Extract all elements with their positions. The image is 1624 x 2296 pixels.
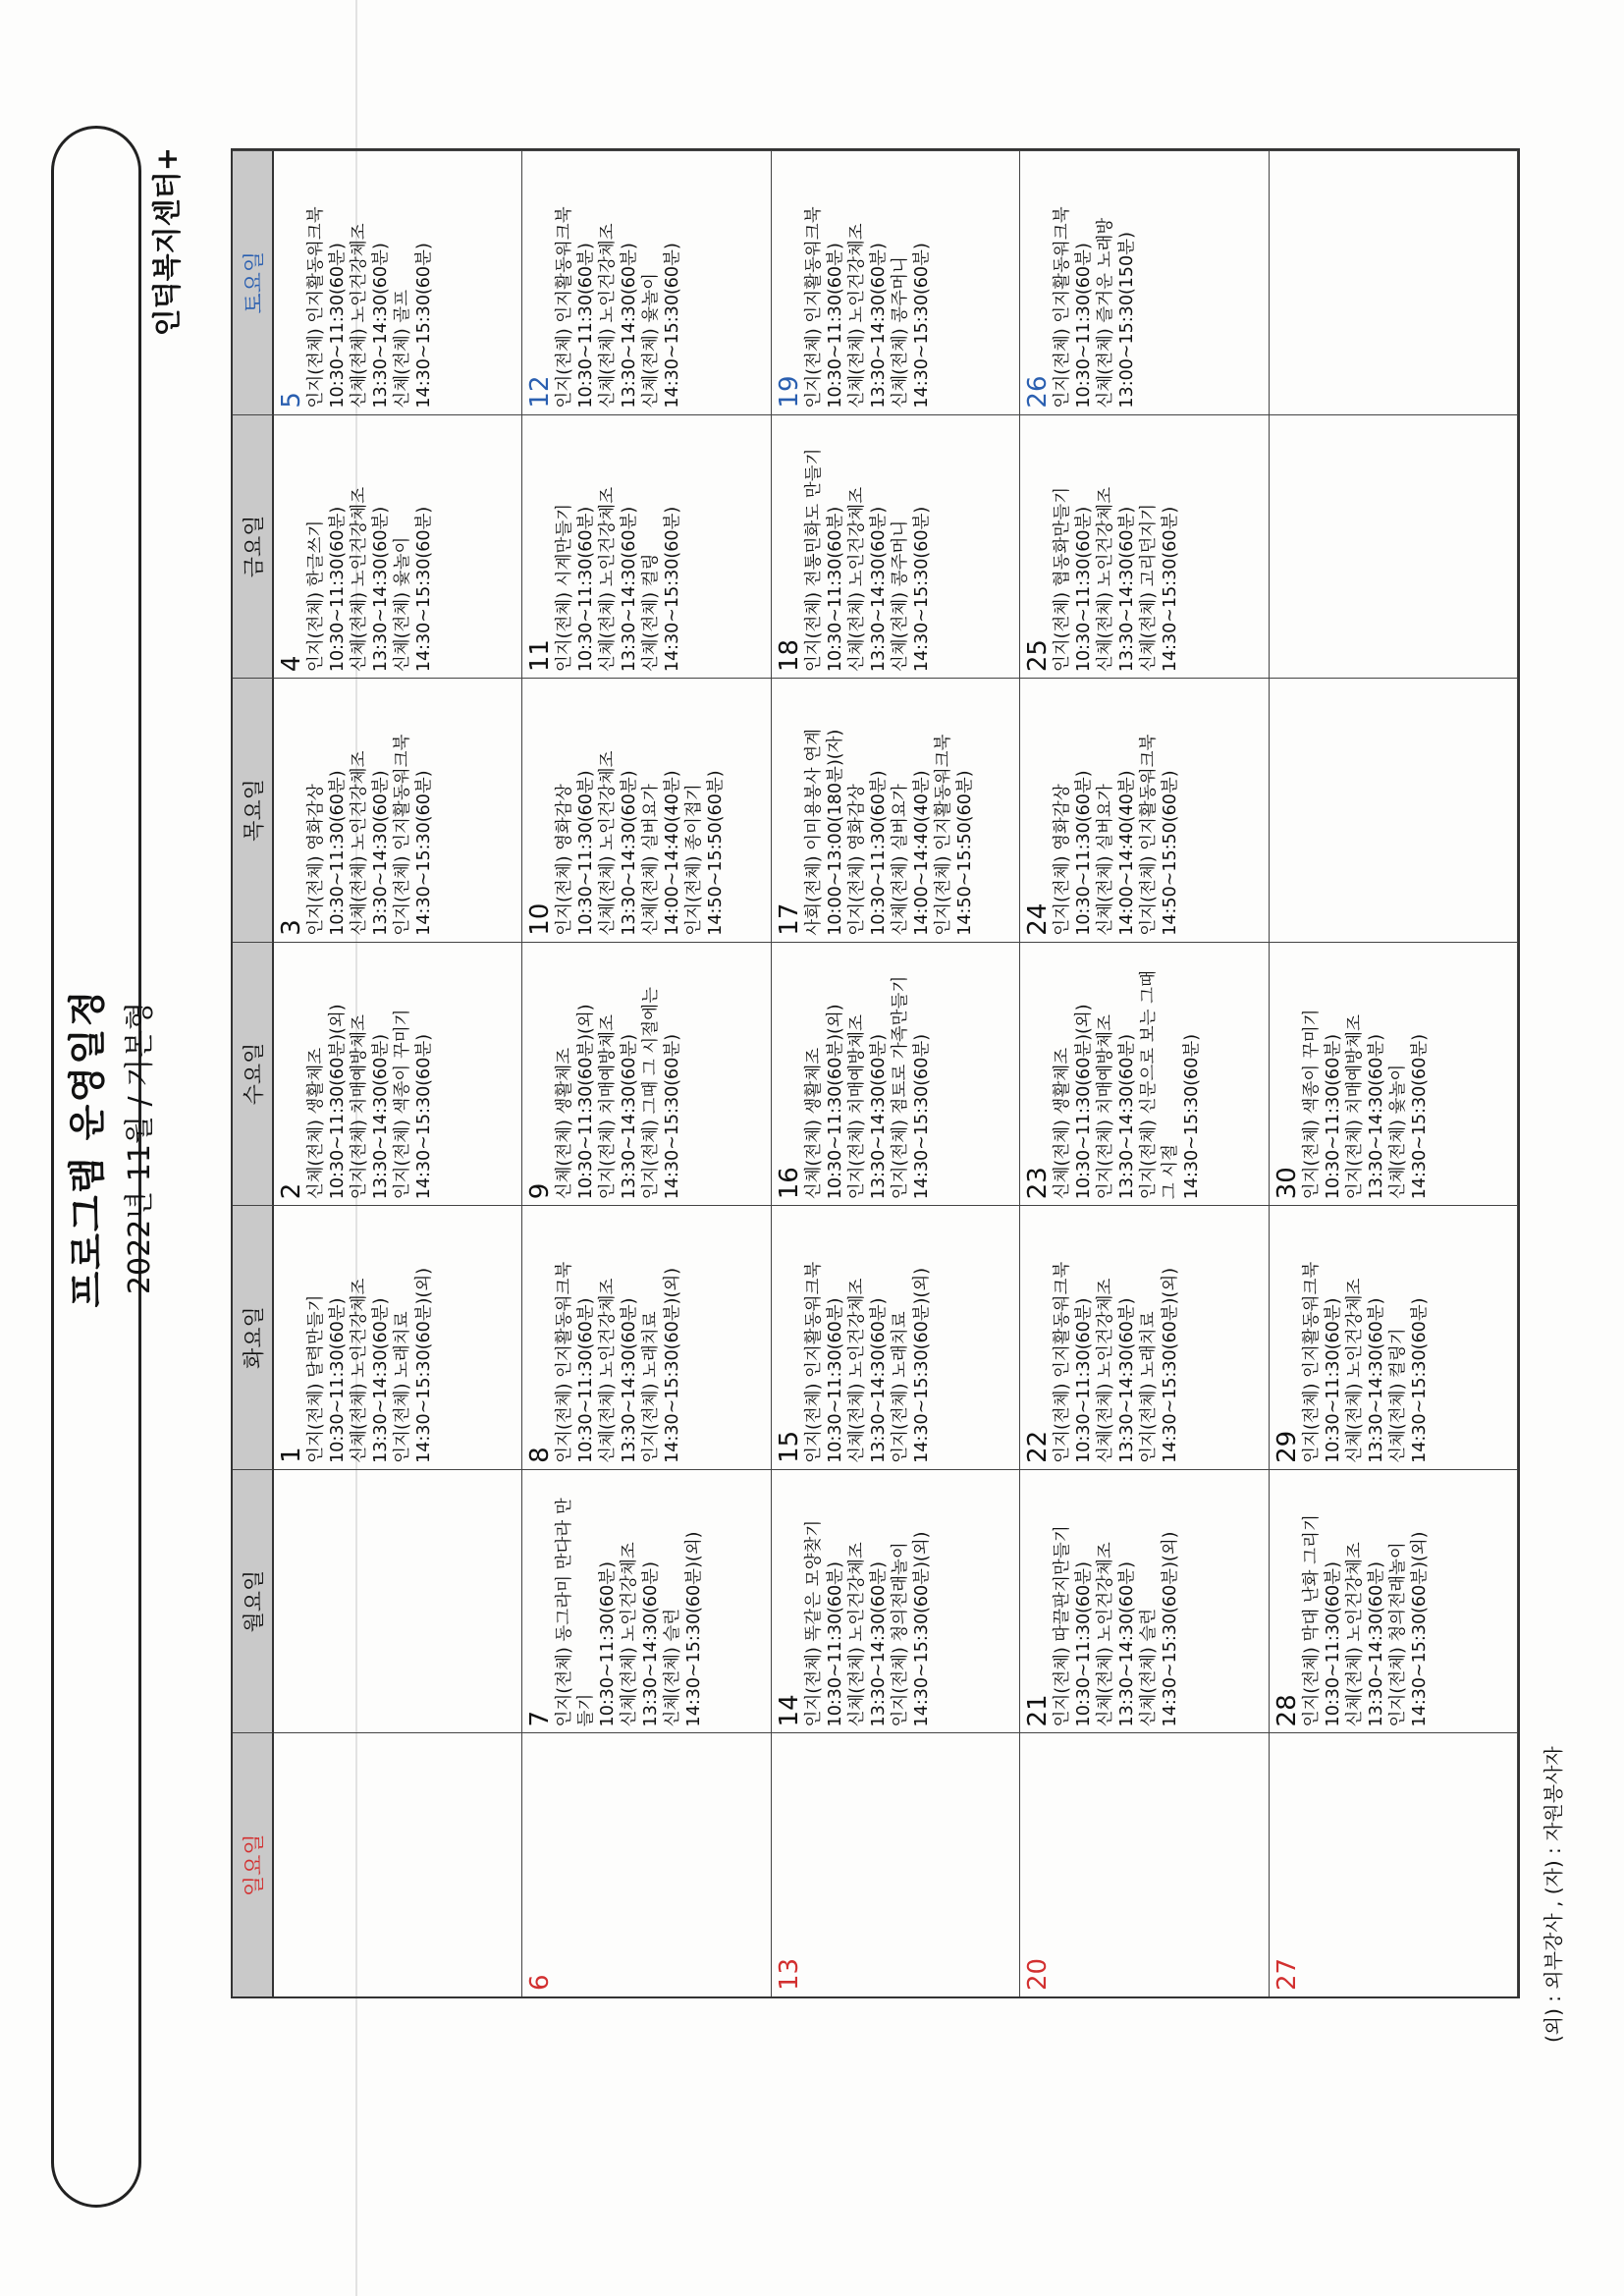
program-line: 10:30~11:30(60분)(외) xyxy=(1074,1004,1095,1200)
program-line: 10:30~11:30(60분) xyxy=(868,770,889,936)
program-line: 13:30~14:30(60분) xyxy=(620,243,640,409)
program-line: 14:00~14:40(40분) xyxy=(911,770,932,936)
program-line: 인지(전체) 신문으로 보는 그때 xyxy=(1139,970,1160,1200)
program-line: 신체(전체) 노인건강체조 xyxy=(1344,1278,1365,1463)
program-line: 신체(전체) 윷놀이 xyxy=(393,536,412,673)
program-line: 신체(전체) 노인건강체조 xyxy=(1096,1542,1116,1727)
program-line: 인지(전체) 색종이 꾸미기 xyxy=(393,1009,412,1200)
program-line: 인지(전체) 치매예방체조 xyxy=(598,1014,619,1200)
day-number: 20 xyxy=(1023,1957,1054,1991)
program-line: 인지(전체) 협동화만들기 xyxy=(1053,486,1073,673)
program-line: 신체(전체) 컬링기 xyxy=(1387,1328,1408,1463)
program-line: 인지(전체) 인지활동워크북 xyxy=(1139,734,1160,936)
day-number: 11 xyxy=(525,639,556,673)
program-line: 13:30~14:30(60분) xyxy=(1117,1297,1138,1463)
day-cell xyxy=(274,942,522,1206)
program-line: 인지(전체) 종이접기 xyxy=(684,784,705,936)
program-line: 신체(전체) 노인건강체조 xyxy=(598,223,619,409)
program-line: 신체(전체) 노인건강체조 xyxy=(846,486,867,673)
program-line: 14:30~15:30(60분) xyxy=(414,1033,434,1200)
day-cell xyxy=(522,1205,771,1469)
program-line: 10:30~11:30(60분) xyxy=(576,770,597,936)
program-line: 13:30~14:30(60분) xyxy=(371,1297,391,1463)
program-line: 14:50~15:50(60분) xyxy=(1161,770,1181,936)
day-number: 16 xyxy=(774,1167,804,1200)
program-line: 신체(전체) 노인건강체조 xyxy=(1096,1278,1116,1463)
program-line: 인지(전체) 인지활동워크북 xyxy=(933,734,953,936)
program-line: 인지(전체) 영화감상 xyxy=(846,784,867,936)
program-line: 13:30~14:30(60분) xyxy=(620,1033,640,1200)
program-line: 13:30~14:30(60분) xyxy=(641,1561,662,1727)
day-number: 8 xyxy=(525,1447,556,1463)
program-line: 13:30~14:30(60분) xyxy=(1366,1297,1386,1463)
day-cell xyxy=(274,150,522,414)
day-cell xyxy=(522,942,771,1206)
program-line: 14:30~15:30(60분)(외) xyxy=(663,1267,683,1463)
day-number: 3 xyxy=(277,919,306,936)
day-cell xyxy=(1020,678,1269,942)
page-subtitle: 2022년 11월 / 기본형 xyxy=(123,1001,157,1295)
program-line: 인지(전체) 치매예방체조 xyxy=(1096,1014,1116,1200)
calendar-grid xyxy=(231,148,1520,1998)
program-line: 신체(전체) 고리던지기 xyxy=(1139,503,1160,673)
program-line: 10:30~11:30(60분)(외) xyxy=(576,1004,597,1200)
program-line: 14:30~15:30(60분) xyxy=(1409,1033,1430,1200)
weekday-header-thu: 목요일 xyxy=(233,678,274,942)
program-line: 신체(전체) 노인건강체조 xyxy=(1344,1542,1365,1727)
program-line: 신체(전체) 콩주머니 xyxy=(890,256,910,409)
program-line: 14:30~15:30(60분) xyxy=(414,506,434,673)
day-cell xyxy=(522,678,771,942)
program-line: 신체(전체) 생활체조 xyxy=(803,1047,824,1200)
program-line: 13:30~14:30(60분) xyxy=(371,770,391,936)
program-line: 인지(전체) 치매예방체조 xyxy=(350,1014,369,1200)
program-line: 10:30~11:30(60분) xyxy=(1323,1561,1343,1727)
program-line: 10:30~11:30(60분) xyxy=(1074,243,1095,409)
program-line: 10:30~11:30(60분) xyxy=(576,243,597,409)
program-line: 인지(전체) 시계만들기 xyxy=(555,503,575,673)
day-cell xyxy=(522,414,771,679)
day-cell xyxy=(274,1205,522,1469)
day-cell xyxy=(1020,150,1269,414)
program-line: 신체(전체) 실버요가 xyxy=(1096,784,1116,936)
program-line: 인지(전체) 노래치료 xyxy=(1139,1311,1160,1463)
program-line: 인지(전체) 영화감상 xyxy=(555,784,575,936)
program-line: 인지(전체) 인지활동워크북 xyxy=(803,1261,824,1463)
program-line: 10:30~11:30(60분) xyxy=(576,1297,597,1463)
day-cell xyxy=(1270,1469,1518,1733)
program-line: 신체(전체) 생활체조 xyxy=(306,1047,326,1200)
program-line: 신체(전체) 생활체조 xyxy=(555,1047,575,1200)
program-line: 인지(전체) 점토로 가족만들기 xyxy=(890,975,910,1200)
program-line: 14:30~15:30(60분) xyxy=(663,506,683,673)
program-line: 14:30~15:30(60분)(외) xyxy=(414,1267,434,1463)
program-line: 인지(전체) 인지활동워크북 xyxy=(1053,1261,1073,1463)
day-cell xyxy=(274,414,522,679)
program-line: 그 시절 xyxy=(1161,1144,1181,1200)
program-line: 10:00~13:00(180분)(자) xyxy=(825,729,845,936)
program-line: 신체(전체) 노인건강체조 xyxy=(598,1278,619,1463)
program-line: 신체(전체) 실버요가 xyxy=(890,784,910,936)
program-line: 10:30~11:30(60분) xyxy=(825,1561,845,1727)
day-number: 2 xyxy=(277,1182,306,1200)
day-cell xyxy=(772,1732,1020,1996)
program-line: 신체(전체) 즐거운 노래방 xyxy=(1096,217,1116,409)
program-line: 13:30~14:30(60분) xyxy=(1366,1033,1386,1200)
day-number: 21 xyxy=(1023,1694,1054,1727)
day-cell xyxy=(522,150,771,414)
program-line: 10:30~11:30(60분) xyxy=(825,506,845,673)
day-number: 29 xyxy=(1272,1430,1302,1463)
program-line: 14:30~15:30(60분) xyxy=(1161,506,1181,673)
program-line: 13:30~14:30(60분) xyxy=(1117,506,1138,673)
program-line: 10:30~11:30(60분) xyxy=(825,1297,845,1463)
day-cell xyxy=(274,1732,522,1996)
program-line: 인지(전체) 전통민화도 만들기 xyxy=(803,448,824,673)
program-line: 인지(전체) 영화감상 xyxy=(306,784,326,936)
program-line: 인지(전체) 인지활동워크북 xyxy=(803,206,824,409)
day-cell xyxy=(1270,150,1518,414)
program-line: 13:30~14:30(60분) xyxy=(620,770,640,936)
program-line: 13:30~14:30(60분) xyxy=(1366,1561,1386,1727)
program-line: 14:00~14:40(40분) xyxy=(663,770,683,936)
day-number: 5 xyxy=(277,392,306,409)
day-number: 17 xyxy=(774,902,804,936)
program-line: 10:30~11:30(60분) xyxy=(1074,770,1095,936)
day-number: 18 xyxy=(774,639,804,673)
program-line: 10:30~11:30(60분) xyxy=(328,770,348,936)
program-line: 14:30~15:30(60분) xyxy=(663,1033,683,1200)
program-line: 인지(전체) 달력만들기 xyxy=(306,1294,326,1463)
program-line: 인지(전체) 인지활동워크북 xyxy=(306,206,326,409)
program-line: 13:30~14:30(60분) xyxy=(371,506,391,673)
program-line: 인지(전체) 똑같은 모양찾기 xyxy=(803,1519,824,1727)
program-line: 인지(전체) 그때 그 시절에는 xyxy=(641,986,662,1200)
program-line: 14:30~15:30(60분) xyxy=(911,506,932,673)
program-line: 인지(전체) 동그라미 만다라 만 xyxy=(555,1498,575,1727)
program-line: 10:30~11:30(60분) xyxy=(576,506,597,673)
program-line: 신체(전체) 노인건강체조 xyxy=(350,750,369,936)
day-number: 19 xyxy=(774,375,804,409)
day-number: 12 xyxy=(525,375,556,409)
day-number: 15 xyxy=(774,1430,804,1463)
program-line: 10:30~11:30(60분) xyxy=(598,1561,619,1727)
day-cell xyxy=(1020,1469,1269,1733)
program-line: 신체(전체) 노인건강체조 xyxy=(846,1542,867,1727)
footnote: (외) : 외부강사 , (자) : 자원봉사자 xyxy=(1542,1746,1565,2043)
program-line: 14:50~15:50(60분) xyxy=(706,770,727,936)
program-line: 신체(전체) 노인건강체조 xyxy=(620,1542,640,1727)
program-line: 13:30~14:30(60분) xyxy=(371,243,391,409)
day-number: 10 xyxy=(525,902,556,936)
program-line: 13:30~14:30(60분) xyxy=(1117,1561,1138,1727)
day-cell xyxy=(772,1205,1020,1469)
program-line: 신체(전체) 노인건강체조 xyxy=(598,486,619,673)
program-line: 신체(전체) 노인건강체조 xyxy=(350,1278,369,1463)
day-number: 24 xyxy=(1023,902,1054,936)
program-line: 14:30~15:30(60분) xyxy=(414,243,434,409)
program-line: 14:50~15:50(60분) xyxy=(954,770,975,936)
program-line: 인지(전체) 치매예방체조 xyxy=(846,1014,867,1200)
day-number: 28 xyxy=(1272,1694,1302,1727)
program-line: 신체(전체) 노인건강체조 xyxy=(350,486,369,673)
program-line: 신체(전체) 윷놀이 xyxy=(641,273,662,409)
program-line: 인지(전체) 막대 난화 그리기 xyxy=(1301,1514,1322,1727)
program-line: 인지(전체) 노래치료 xyxy=(393,1311,412,1463)
program-line: 10:30~11:30(60분) xyxy=(1323,1033,1343,1200)
program-line: 10:30~11:30(60분) xyxy=(328,1297,348,1463)
program-line: 13:30~14:30(60분) xyxy=(1117,1033,1138,1200)
program-line: 인지(전체) 인지활동워크북 xyxy=(393,734,412,936)
program-line: 10:30~11:30(60분) xyxy=(1074,506,1095,673)
program-line: 10:30~11:30(60분) xyxy=(1074,1561,1095,1727)
program-line: 인지(전체) 영화감상 xyxy=(1053,784,1073,936)
program-line: 신체(전체) 슬런 xyxy=(663,1608,683,1727)
program-line: 사회(전체) 이미용봉사 연계 xyxy=(803,728,824,936)
program-line: 14:00~14:40(40분) xyxy=(1117,770,1138,936)
program-line: 신체(전체) 컬링 xyxy=(641,553,662,673)
day-number: 26 xyxy=(1023,375,1054,409)
day-cell xyxy=(1270,414,1518,679)
program-line: 인지(전체) 노래치료 xyxy=(641,1311,662,1463)
program-line: 13:30~14:30(60분) xyxy=(868,243,889,409)
page-title: 프로그램 운영일정 xyxy=(66,988,109,1308)
program-line: 인지(전체) 한글쓰기 xyxy=(306,519,326,673)
day-cell xyxy=(772,150,1020,414)
program-line: 신체(전체) 노인건강체조 xyxy=(1096,486,1116,673)
day-cell xyxy=(522,1732,771,1996)
weekday-header-sun: 일요일 xyxy=(233,1732,274,1996)
program-line: 인지(전체) 인지활동워크북 xyxy=(555,206,575,409)
program-line: 14:30~15:30(60분) xyxy=(911,243,932,409)
program-line: 10:30~11:30(60분)(외) xyxy=(825,1004,845,1200)
program-line: 인지(전체) 청의전래놀이 xyxy=(890,1542,910,1727)
program-line: 신체(전체) 노인건강체조 xyxy=(598,750,619,936)
program-line: 14:30~15:30(60분)(외) xyxy=(1161,1267,1181,1463)
day-number: 22 xyxy=(1023,1430,1054,1463)
program-line: 10:30~11:30(60분) xyxy=(1323,1297,1343,1463)
program-line: 14:30~15:30(60분)(외) xyxy=(911,1267,932,1463)
day-number: 13 xyxy=(774,1957,804,1991)
weekday-header-sat: 토요일 xyxy=(233,150,274,414)
program-line: 신체(전체) 골프 xyxy=(393,289,412,409)
day-cell xyxy=(772,678,1020,942)
day-cell xyxy=(772,942,1020,1206)
program-line: 신체(전체) 콩주머니 xyxy=(890,519,910,673)
day-cell xyxy=(1270,678,1518,942)
day-number: 30 xyxy=(1272,1167,1302,1200)
program-line: 신체(전체) 노인건강체조 xyxy=(846,1278,867,1463)
program-line: 들기 xyxy=(576,1693,597,1727)
day-cell xyxy=(772,1469,1020,1733)
day-cell xyxy=(1020,414,1269,679)
program-line: 14:30~15:30(60분)(외) xyxy=(1161,1531,1181,1727)
day-number: 4 xyxy=(277,655,306,673)
weekday-header-fri: 금요일 xyxy=(233,414,274,679)
day-cell xyxy=(274,678,522,942)
program-line: 인지(전체) 따끌판지만들기 xyxy=(1053,1525,1073,1727)
day-cell xyxy=(522,1469,771,1733)
program-line: 13:30~14:30(60분) xyxy=(868,1561,889,1727)
day-cell xyxy=(1270,1732,1518,1996)
program-line: 10:30~11:30(60분) xyxy=(328,506,348,673)
program-line: 인지(전체) 인지활동워크북 xyxy=(555,1261,575,1463)
program-line: 13:30~14:30(60분) xyxy=(868,1297,889,1463)
weekday-header-wed: 수요일 xyxy=(233,942,274,1206)
day-cell xyxy=(1270,1205,1518,1469)
program-line: 신체(전체) 실버요가 xyxy=(641,784,662,936)
program-line: 14:30~15:30(60분) xyxy=(663,243,683,409)
program-line: 14:30~15:30(60분)(외) xyxy=(684,1531,705,1727)
day-cell xyxy=(1270,942,1518,1206)
weekday-header-mon: 월요일 xyxy=(233,1469,274,1733)
program-line: 13:30~14:30(60분) xyxy=(371,1033,391,1200)
day-cell xyxy=(1020,1732,1269,1996)
program-line: 신체(전체) 노인건강체조 xyxy=(846,223,867,409)
program-line: 14:30~15:30(60분)(외) xyxy=(1409,1531,1430,1727)
program-line: 14:30~15:30(60분) xyxy=(911,1033,932,1200)
program-line: 14:30~15:30(60분) xyxy=(414,770,434,936)
day-cell xyxy=(274,1469,522,1733)
program-line: 10:30~11:30(60분) xyxy=(825,243,845,409)
program-line: 인지(전체) 인지활동워크북 xyxy=(1053,206,1073,409)
day-number: 6 xyxy=(525,1974,556,1991)
program-line: 14:30~15:30(60분)(외) xyxy=(911,1531,932,1727)
title-block xyxy=(57,0,158,2296)
program-line: 13:30~14:30(60분) xyxy=(620,1297,640,1463)
day-number: 9 xyxy=(525,1182,556,1200)
program-line: 신체(전체) 노인건강체조 xyxy=(350,223,369,409)
program-line: 신체(전체) 슬런 xyxy=(1139,1608,1160,1727)
center-name: 인덕복지센터+ xyxy=(150,147,184,337)
program-line: 신체(전체) 생활체조 xyxy=(1053,1047,1073,1200)
program-line: 인지(전체) 치매예방체조 xyxy=(1344,1014,1365,1200)
program-line: 10:30~11:30(60분)(외) xyxy=(328,1004,348,1200)
program-line: 13:30~14:30(60분) xyxy=(620,506,640,673)
day-number: 23 xyxy=(1023,1167,1054,1200)
day-cell xyxy=(1020,1205,1269,1469)
day-number: 7 xyxy=(525,1710,556,1727)
day-cell xyxy=(772,414,1020,679)
program-line: 인지(전체) 인지활동워크북 xyxy=(1301,1261,1322,1463)
program-line: 10:30~11:30(60분) xyxy=(1074,1297,1095,1463)
day-number: 25 xyxy=(1023,639,1054,673)
program-line: 13:00~15:30(150분) xyxy=(1117,232,1138,409)
program-line: 신체(전체) 윷놀이 xyxy=(1387,1064,1408,1200)
day-number: 14 xyxy=(774,1694,804,1727)
program-line: 13:30~14:30(60분) xyxy=(868,1033,889,1200)
day-cell xyxy=(1020,942,1269,1206)
program-line: 13:30~14:30(60분) xyxy=(868,506,889,673)
program-line: 10:30~11:30(60분) xyxy=(328,243,348,409)
day-number: 27 xyxy=(1272,1957,1302,1991)
program-line: 14:30~15:30(60분) xyxy=(1182,1033,1203,1200)
program-line: 14:30~15:30(60분) xyxy=(1409,1297,1430,1463)
program-line: 인지(전체) 노래치료 xyxy=(890,1311,910,1463)
program-line: 인지(전체) 청의전래놀이 xyxy=(1387,1542,1408,1727)
weekday-header-tue: 화요일 xyxy=(233,1205,274,1469)
day-number: 1 xyxy=(277,1447,306,1463)
program-line: 인지(전체) 색종이 꾸미기 xyxy=(1301,1009,1322,1200)
